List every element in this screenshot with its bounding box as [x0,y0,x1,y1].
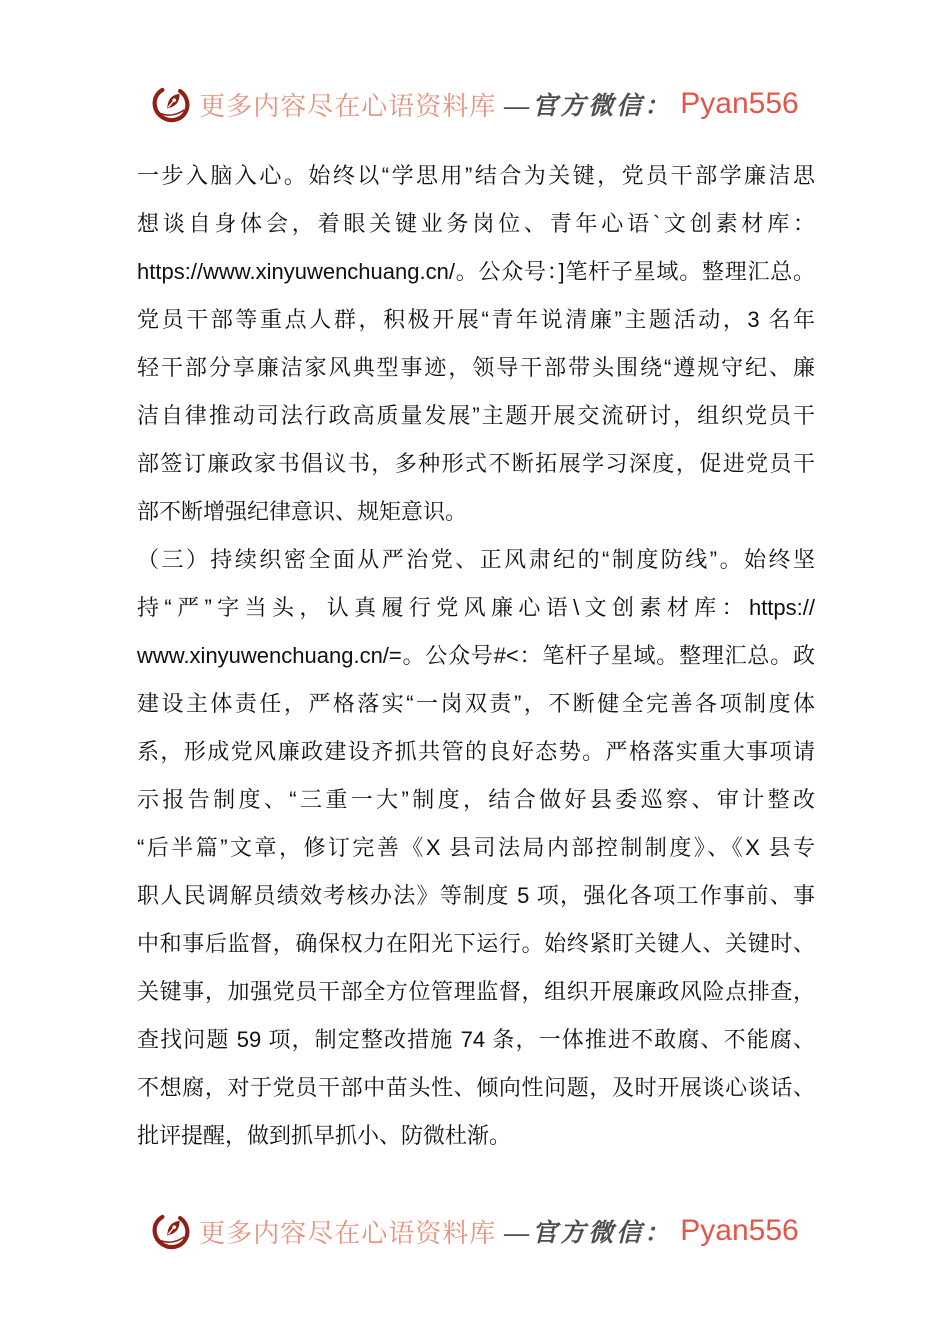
pen-nib-circle-icon [151,1210,191,1252]
text-line: 批评提醒，做到抓早抓小、防微杜渐。 [137,1123,512,1148]
text-line: https://www.xinyuwenchuang.cn/。公众号：]笔杆子星域。整理汇总。 [137,259,815,284]
text-line: 想谈自身体会，着眼关键业务岗位、青年心语`文创素材库： [137,211,815,236]
text-line: 持“严”字当头，认真履行党风廉心语\文创素材库：https:// [137,595,815,620]
text-line: 查找问题 59 项，制定整改措施 74 条，一体推进不敢腐、不能腐、 [137,1027,815,1052]
watermark-footer [0,1209,950,1253]
document-body [137,152,815,1160]
text-line: “后半篇”文章，修订完善《X 县司法局内部控制制度》、《X 县专 [137,835,815,860]
text-line: （三）持续织密全面从严治党、正风肃纪的“制度防线”。始终坚 [137,547,815,572]
watermark-wechat-label: —官方微信： [504,93,673,120]
text-line: 一步入脑入心。始终以“学思用”结合为关键，党员干部学廉洁思 [137,163,815,188]
watermark-wechat-id: Pyan556 [680,87,799,120]
text-line: 部不断增强纪律意识、规矩意识。 [137,499,468,524]
text-line: 示报告制度、“三重一大”制度，结合做好县委巡察、审计整改 [137,787,815,812]
text-line: 中和事后监督，确保权力在阳光下运行。始终紧盯关键人、关键时、 [137,931,815,956]
text-line: 关键事，加强党员干部全方位管理监督，组织开展廉政风险点排查， [137,979,815,1004]
text-line: 轻干部分享廉洁家风典型事迹，领导干部带头围绕“遵规守纪、廉 [137,355,815,380]
watermark-brand-text: 更多内容尽在心语资料库 [199,1218,497,1248]
text-line: 部签订廉政家书倡议书，多种形式不断拓展学习深度，促进党员干 [137,451,815,476]
watermark-brand-text: 更多内容尽在心语资料库 [199,91,497,121]
text-line: 洁自律推动司法行政高质量发展”主题开展交流研讨，组织党员干 [137,403,815,428]
text-line: www.xinyuwenchuang.cn/=。公众号#<：笔杆子星域。整理汇总。政 [137,643,815,668]
text-line: 系，形成党风廉政建设齐抓共管的良好态势。严格落实重大事项请 [137,739,815,764]
text-line: 不想腐，对于党员干部中苗头性、倾向性问题，及时开展谈心谈话、 [137,1075,815,1100]
text-line: 党员干部等重点人群，积极开展“青年说清廉”主题活动，3 名年 [137,307,815,332]
text-line: 建设主体责任，严格落实“一岗双责”，不断健全完善各项制度体 [137,691,815,716]
watermark-header [0,82,950,126]
text-line: 职人民调解员绩效考核办法》等制度 5 项，强化各项工作事前、事 [137,883,815,908]
pen-nib-circle-icon [151,83,191,125]
watermark-wechat-id: Pyan556 [680,1214,799,1247]
watermark-wechat-label: —官方微信： [504,1220,673,1247]
